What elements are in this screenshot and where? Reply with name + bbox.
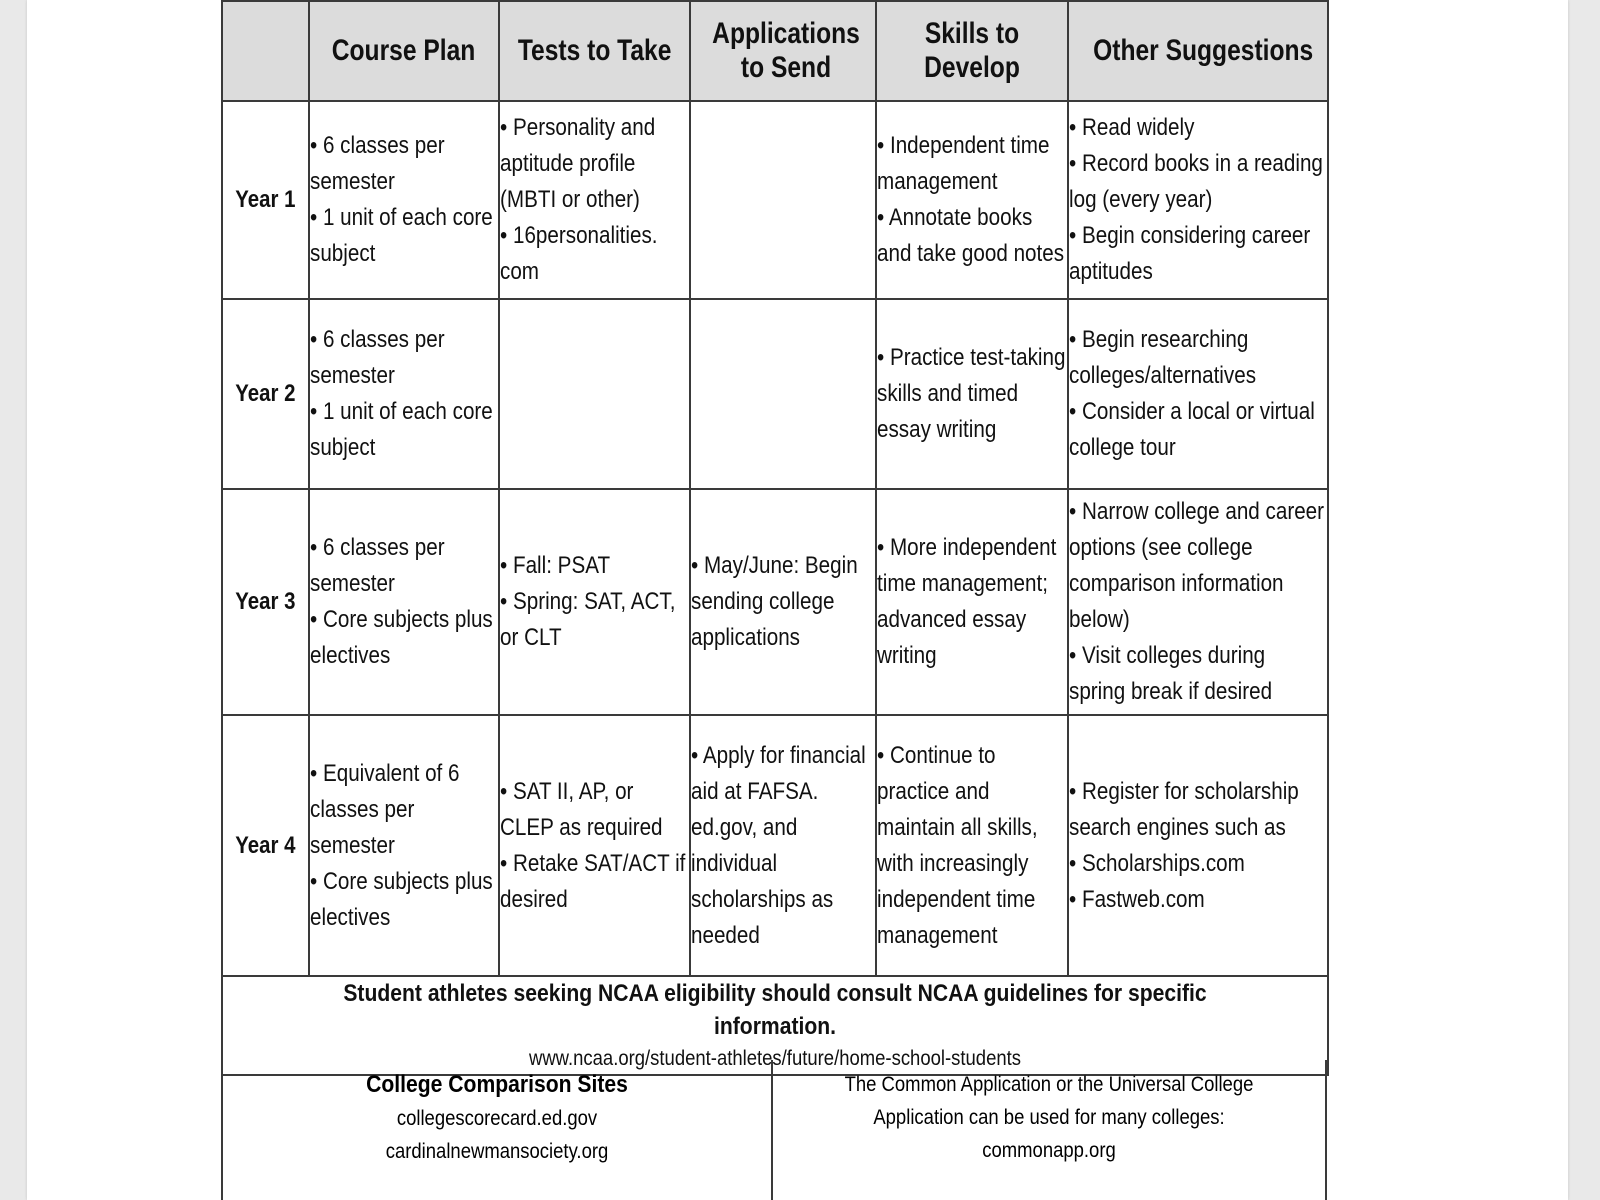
- cell-applications: [690, 101, 876, 299]
- bullet-list: [1069, 774, 1327, 918]
- bullet-item: • 6 classes per semester: [310, 326, 445, 389]
- row-label-text: Year 2: [235, 380, 296, 407]
- bullet-item: • 1 unit of each core subject: [310, 204, 493, 267]
- bullet-item: • SAT II, AP, or CLEP as required: [500, 777, 663, 841]
- bullet-list: [877, 530, 1067, 674]
- row-label: [222, 101, 309, 299]
- document-page: [27, 0, 1568, 1200]
- bullet-item: • Read widely: [1069, 114, 1195, 141]
- bullet-item: • Equivalent of 6 classes per semester: [310, 759, 460, 859]
- cell-other: [1068, 489, 1328, 715]
- cell-applications: [690, 489, 876, 715]
- cell-other: [1068, 101, 1328, 299]
- common-application-panel: [771, 1060, 1327, 1200]
- cell-applications: [690, 715, 876, 976]
- bullet-item: • Personality and aptitude profile (MBTI or other): [500, 114, 656, 213]
- college-comparison-panel: [223, 1060, 773, 1200]
- table-row: [222, 489, 1328, 715]
- planning-table-wrapper: [221, 0, 1329, 1076]
- column-header: [309, 1, 499, 101]
- bullet-list: [500, 774, 689, 918]
- bullet-item: • Fall: PSAT: [500, 552, 611, 579]
- comparison-title: College Comparison Sites: [366, 1071, 628, 1098]
- bullet-item: • 6 classes per semester: [310, 534, 445, 597]
- ncaa-note: Student athletes seeking NCAA eligibility should consult NCAA guidelines for specific information.: [343, 980, 1207, 1040]
- cell-skills: [876, 489, 1068, 715]
- bottom-section: [221, 1060, 1327, 1200]
- bullet-item: • Core subjects plus electives: [310, 867, 493, 931]
- bullet-item: • 1 unit of each core subject: [310, 398, 493, 461]
- bullet-list: [691, 548, 875, 656]
- cell-skills: [876, 101, 1068, 299]
- bullet-item: • Independent time management: [877, 132, 1050, 195]
- comparison-site: cardinalnewmansociety.org: [385, 1140, 609, 1163]
- planning-table: [221, 0, 1329, 1076]
- row-label: [222, 715, 309, 976]
- cell-tests: [499, 101, 690, 299]
- bullet-list: [877, 738, 1067, 954]
- bullet-item: • Continue to practice and maintain all skills, with increasingly independent time management: [877, 741, 1038, 949]
- row-label-text: Year 4: [235, 831, 296, 859]
- cell-skills: [876, 299, 1068, 489]
- cell-course-plan: [309, 489, 499, 715]
- header-row: [222, 1, 1328, 101]
- bullet-item: • Apply for financial aid at FAFSA. ed.gov, and individual scholarships as needed: [691, 741, 866, 949]
- application-info-text: The Common Application or the Universal College Application can be used for many colleges:: [844, 1073, 1254, 1129]
- bullet-list: [1069, 322, 1327, 466]
- column-header: [499, 1, 690, 101]
- comparison-site: collegescorecard.ed.gov: [396, 1107, 598, 1130]
- cell-other: [1068, 299, 1328, 489]
- bullet-item: • Begin considering career aptitudes: [1069, 222, 1311, 285]
- application-site: commonapp.org: [982, 1139, 1116, 1162]
- bullet-list: [310, 756, 498, 936]
- bullet-item: • Practice test-taking skills and timed essay writing: [877, 344, 1066, 443]
- row-label-text: Year 1: [235, 186, 296, 213]
- bullet-item: • Register for scholarship search engines such as: [1069, 777, 1299, 841]
- bullet-item: • Retake SAT/ACT if desired: [500, 849, 686, 913]
- table-row: [222, 101, 1328, 299]
- bullet-list: [310, 128, 498, 272]
- column-header: [690, 1, 876, 101]
- bullet-item: • 16personalities. com: [500, 222, 658, 285]
- row-label-text: Year 3: [235, 588, 296, 615]
- bullet-item: • Consider a local or virtual college tour: [1069, 398, 1315, 461]
- bullet-item: • May/June: Begin sending college applications: [691, 552, 858, 651]
- column-header: [1068, 1, 1328, 101]
- bullet-list: [1069, 110, 1327, 290]
- row-label: [222, 299, 309, 489]
- table-body: [222, 101, 1328, 976]
- column-header-label: Applications to Send: [712, 17, 860, 84]
- cell-tests: [499, 299, 690, 489]
- bullet-list: [500, 110, 689, 290]
- bullet-list: [500, 548, 689, 656]
- column-header-label: Course Plan: [332, 34, 476, 67]
- cell-course-plan: [309, 299, 499, 489]
- column-header-label: Tests to Take: [517, 34, 672, 67]
- table-row: [222, 299, 1328, 489]
- cell-skills: [876, 715, 1068, 976]
- bullet-item: • Record books in a reading log (every year): [1069, 150, 1323, 213]
- column-header-label: Other Suggestions: [1093, 34, 1314, 67]
- cell-tests: [499, 715, 690, 976]
- header-empty-cell: [222, 1, 309, 101]
- cell-tests: [499, 489, 690, 715]
- ncaa-url: www.ncaa.org/student-athletes/future/home-school-students: [528, 1047, 1022, 1070]
- column-header: [876, 1, 1068, 101]
- bullet-item: • Annotate books and take good notes: [877, 204, 1065, 267]
- bullet-list: [310, 530, 498, 674]
- table-row: [222, 715, 1328, 976]
- bullet-item: • Fastweb.com: [1069, 885, 1205, 913]
- bullet-list: [877, 128, 1067, 272]
- column-header-label: Skills to Develop: [924, 17, 1020, 84]
- bullet-item: • Core subjects plus electives: [310, 606, 493, 669]
- bullet-item: • Visit colleges during spring break if desired: [1069, 642, 1273, 705]
- bullet-list: [877, 340, 1067, 448]
- cell-other: [1068, 715, 1328, 976]
- row-label: [222, 489, 309, 715]
- bullet-item: • 6 classes per semester: [310, 132, 445, 195]
- bullet-item: • More independent time management; advanced essay writing: [877, 534, 1057, 669]
- cell-course-plan: [309, 715, 499, 976]
- cell-applications: [690, 299, 876, 489]
- bullet-item: • Spring: SAT, ACT, or CLT: [500, 588, 676, 651]
- bullet-item: • Scholarships.com: [1069, 849, 1245, 877]
- bullet-item: • Begin researching colleges/alternatives: [1069, 326, 1257, 389]
- cell-course-plan: [309, 101, 499, 299]
- bullet-list: [691, 738, 875, 954]
- bullet-list: [310, 322, 498, 466]
- bullet-item: • Narrow college and career options (see college comparison information below): [1069, 498, 1325, 633]
- bullet-list: [1069, 494, 1327, 710]
